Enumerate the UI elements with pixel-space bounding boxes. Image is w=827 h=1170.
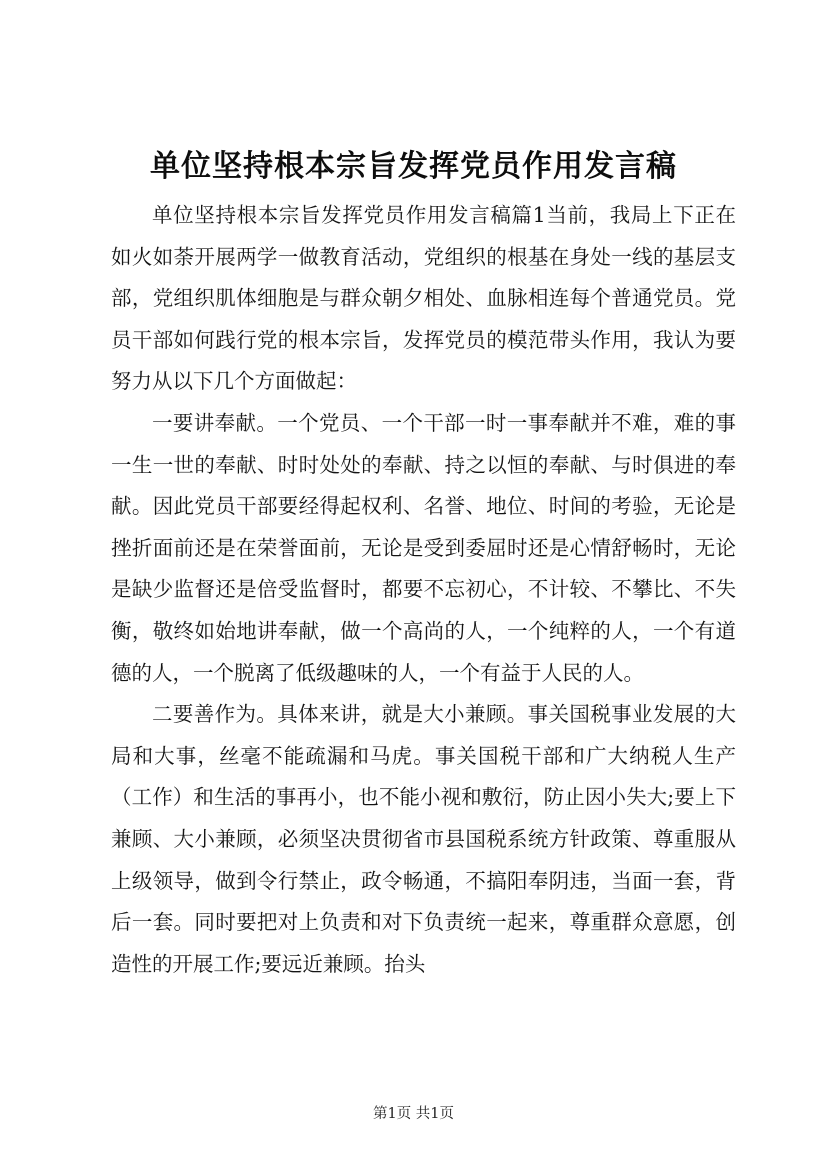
paragraph-dedication: 一要讲奉献。一个党员、一个干部一时一事奉献并不难，难的事一生一世的奉献、时时处处的奉献、持之以恒的奉献、与时俱进的奉献。因此党员干部要经得起权利、名誉、地位、时间的考验，无论是挫折面前还是在荣誉面前，无论是受到委屈时还是心情舒畅时，无论是缺少监督还是倍受监督时，都要不忘初心，不计较、不攀比、不失衡，敬终如始地讲奉献，做一个高尚的人，一个纯粹的人，一个有道德的人，一个脱离了低级趣味的人，一个有益于人民的人。 [111,410,736,685]
paragraph-intro: 单位坚持根本宗旨发挥党员作用发言稿篇1当前，我局上下正在如火如荼开展两学一做教育活动，党组织的根基在身处一线的基层支部，党组织肌体细胞是与群众朝夕相处、血脉相连每个普通党员。党员干部如何践行党的根本宗旨，发挥党员的模范带头作用，我认为要努力从以下几个方面做起： [111,203,736,394]
document-title: 单位坚持根本宗旨发挥党员作用发言稿 [150,149,677,184]
page-number-footer: 第1页 共1页 [372,1106,455,1122]
document-body [111,195,736,985]
paragraph-action: 二要善作为。具体来讲，就是大小兼顾。事关国税事业发展的大局和大事，丝毫不能疏漏和马虎。事关国税干部和广大纳税人生产（工作）和生活的事再小，也不能小视和敷衍，防止因小失大;要上下兼顾、大小兼顾，必须坚决贯彻省市县国税系统方针政策、尊重服从上级领导，做到令行禁止，政令畅通，不搞阳奉阴违，当面一套，背后一套。同时要把对上负责和对下负责统一起来，尊重群众意愿，创造性的开展工作;要远近兼顾。抬头 [111,702,736,976]
